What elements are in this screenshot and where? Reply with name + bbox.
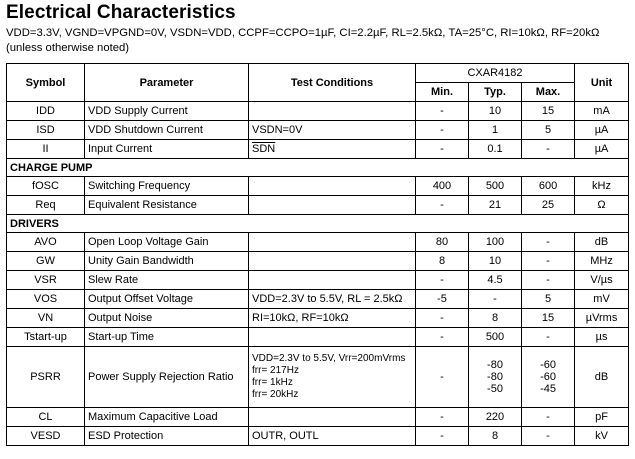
header-typ: Typ.: [469, 83, 522, 102]
table-row: VOS Output Offset Voltage VDD=2.3V to 5.5V, RL = 2.5kΩ -5 - 5 mV: [7, 290, 629, 309]
section-drivers: DRIVERS: [7, 215, 629, 233]
header-max: Max.: [522, 83, 575, 102]
table-row: IDD VDD Supply Current - 10 15 mA: [7, 102, 629, 121]
table-row: ISD VDD Shutdown Current VSDN=0V - 1 5 µA: [7, 121, 629, 140]
section-charge-pump: CHARGE PUMP: [7, 159, 629, 177]
table-row: VN Output Noise RI=10kΩ, RF=10kΩ - 8 15 µVrms: [7, 309, 629, 328]
table-row: fOSC Switching Frequency 400 500 600 kHz: [7, 177, 629, 196]
table-row-psrr: PSRR Power Supply Rejection Ratio VDD=2.3V to 5.5V, Vrr=200mVrms frr= 217Hz frr= 1kHz frr= 20kHz - -80 -80 -50 -60 -60 -45 dB: [7, 347, 629, 408]
table-row: VESD ESD Protection OUTR, OUTL - 8 - kV: [7, 427, 629, 446]
page-title: Electrical Characteristics: [6, 2, 236, 23]
test-conditions-note: VDD=3.3V, VGND=VPGND=0V, VSDN=VDD, CCPF=CCPO=1µF, CI=2.2µF, RL=2.5kΩ, TA=25°C, RI=10kΩ, RF=20kΩ (unless otherwise noted): [6, 27, 600, 54]
section-row: [7, 215, 629, 233]
header-min: Min.: [416, 83, 469, 102]
table-row: AVO Open Loop Voltage Gain 80 100 - dB: [7, 233, 629, 252]
table-row: GW Unity Gain Bandwidth 8 10 - MHz: [7, 252, 629, 271]
electrical-characteristics-table: [6, 63, 629, 446]
header-unit: Unit: [575, 64, 629, 102]
table-row: Req Equivalent Resistance - 21 25 Ω: [7, 196, 629, 215]
table-row: Tstart-up Start-up Time - 500 - µs: [7, 328, 629, 347]
header-device: CXAR4182: [416, 64, 575, 83]
section-row: [7, 159, 629, 177]
header-symbol: Symbol: [7, 64, 85, 102]
table-row: VSR Slew Rate - 4.5 - V/µs: [7, 271, 629, 290]
header-test-conditions: Test Conditions: [249, 64, 416, 102]
psrr-test-conditions: VDD=2.3V to 5.5V, Vrr=200mVrms frr= 217Hz frr= 1kHz frr= 20kHz: [249, 347, 416, 408]
table-row: II Input Current $\overline{SDN}$ - 0.1 - µA: [7, 140, 629, 159]
header-parameter: Parameter: [85, 64, 249, 102]
table-row: CL Maximum Capacitive Load - 220 - pF: [7, 408, 629, 427]
